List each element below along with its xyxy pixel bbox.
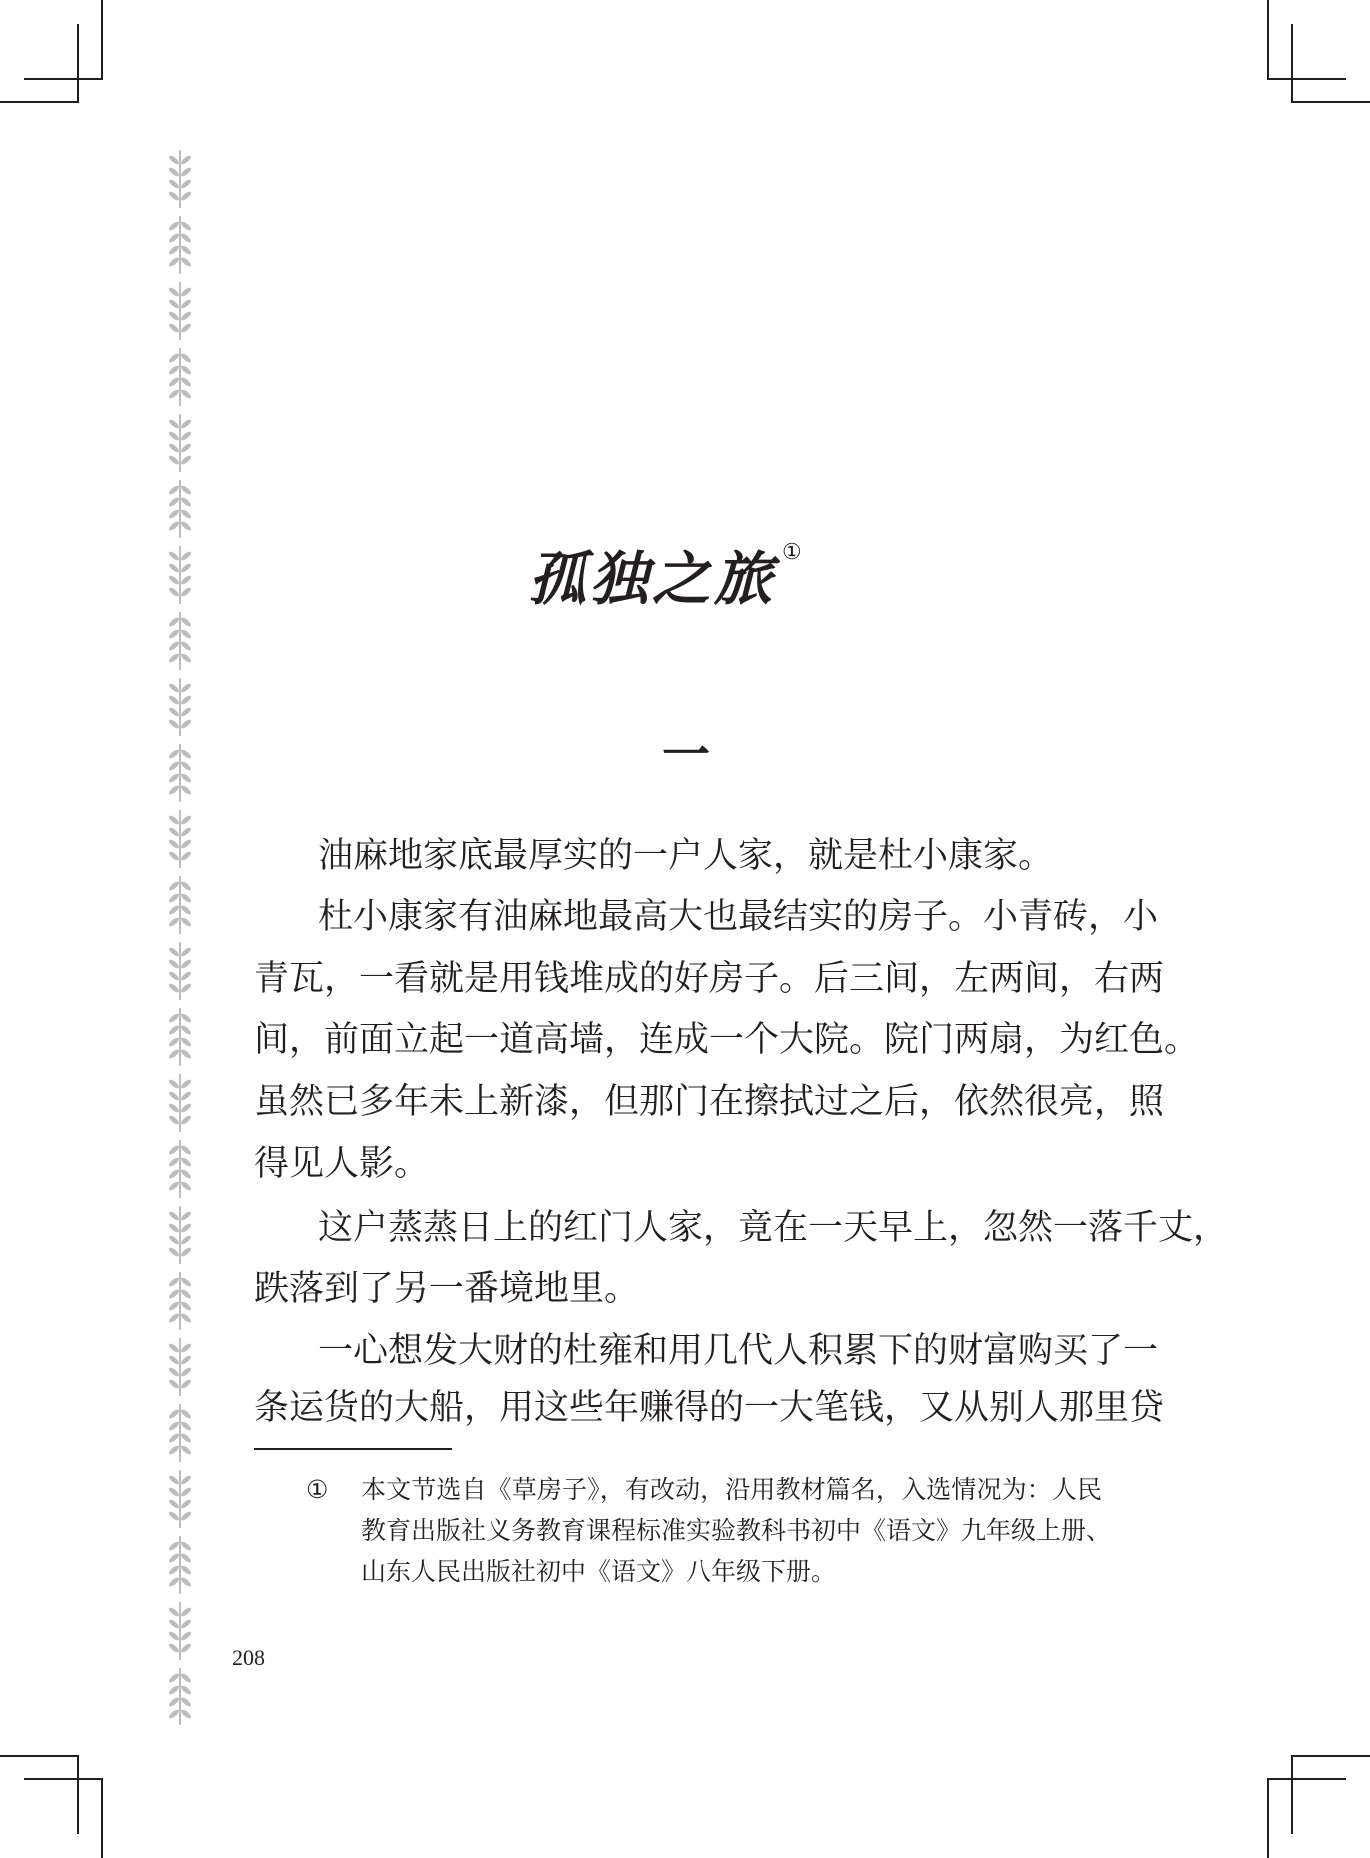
crop-mark [24, 1778, 103, 1780]
body-line: 跌落到了另一番境地里。 [254, 1269, 640, 1309]
crop-mark [1267, 1779, 1269, 1858]
page-number: 208 [232, 1645, 265, 1670]
crop-mark [1291, 1755, 1370, 1757]
leaf-sprig-icon [168, 216, 192, 274]
body-line: 条运货的大船，用这些年赚得的一大笔钱，又从别人那里贷 [254, 1388, 1165, 1428]
leaf-sprig-icon [168, 1602, 192, 1660]
body-line: 这户蒸蒸日上的红门人家，竟在一天早上，忽然一落千丈， [318, 1208, 1229, 1248]
body-line: 一心想发大财的杜雍和用几代人积累下的财富购买了一 [318, 1331, 1159, 1371]
leaf-sprig-icon [168, 1206, 192, 1264]
leaf-sprig-icon [168, 1140, 192, 1198]
leaf-sprig-icon [168, 942, 192, 1000]
crop-mark [101, 1779, 103, 1858]
crop-mark [0, 1755, 79, 1757]
leaf-sprig-icon [168, 1404, 192, 1462]
leaf-sprig-icon [168, 1536, 192, 1594]
leaf-sprig-icon [168, 150, 192, 208]
crop-mark [1291, 1755, 1293, 1834]
footnote-line: 本文节选自《草房子》，有改动，沿用教材篇名，入选情况为：人民 [361, 1475, 1102, 1504]
section-number: 一 [662, 727, 711, 783]
footnote-line: 教育出版社义务教育课程标准实验教科书初中《语文》九年级上册、 [361, 1516, 1112, 1545]
leaf-sprig-icon [168, 810, 192, 868]
crop-mark [1291, 24, 1293, 103]
crop-mark [1291, 101, 1370, 103]
body-line: 青瓦，一看就是用钱堆成的好房子。后三间，左两间，右两 [254, 959, 1165, 999]
footnote-line: 山东人民出版社初中《语文》八年级下册。 [361, 1557, 837, 1586]
leaf-sprig-icon [168, 1668, 192, 1725]
crop-mark [1267, 0, 1269, 79]
body-line: 得见人影。 [254, 1144, 430, 1184]
leaf-sprig-icon [168, 1272, 192, 1330]
crop-mark [101, 0, 103, 79]
leaf-sprig-icon [168, 348, 192, 406]
crop-mark [77, 1755, 79, 1834]
crop-mark [24, 78, 103, 80]
crop-mark [77, 24, 79, 103]
leaf-sprig-icon [168, 1074, 192, 1132]
body-line: 油麻地家底最厚实的一户人家，就是杜小康家。 [318, 836, 1054, 876]
leaf-sprig-icon [168, 480, 192, 538]
leaf-sprig-icon [168, 876, 192, 934]
leaf-sprig-icon [168, 612, 192, 670]
leaf-sprig-icon [168, 1338, 192, 1396]
crop-mark [0, 101, 79, 103]
body-line: 杜小康家有油麻地最高大也最结实的房子。小青砖，小 [318, 897, 1159, 937]
leaf-sprig-icon [168, 1008, 192, 1066]
leaf-sprig-icon [168, 1470, 192, 1528]
body-line: 虽然已多年未上新漆，但那门在擦拭过之后，依然很亮，照 [254, 1082, 1165, 1122]
crop-mark [1267, 78, 1346, 80]
page-title: 孤独之旅 [528, 545, 777, 613]
footnote-mark: ① [306, 1475, 329, 1504]
leaf-sprig-icon [168, 282, 192, 340]
leaf-sprig-icon [168, 744, 192, 802]
footnote-divider [254, 1448, 452, 1450]
leaf-border-decoration [160, 150, 200, 1725]
leaf-sprig-icon [168, 414, 192, 472]
body-line: 间，前面立起一道高墙，连成一个大院。院门两扇，为红色。 [254, 1020, 1200, 1060]
crop-mark [1267, 1778, 1346, 1780]
leaf-sprig-icon [168, 678, 192, 736]
leaf-sprig-icon [168, 546, 192, 604]
title-footnote-mark: ① [782, 540, 802, 565]
